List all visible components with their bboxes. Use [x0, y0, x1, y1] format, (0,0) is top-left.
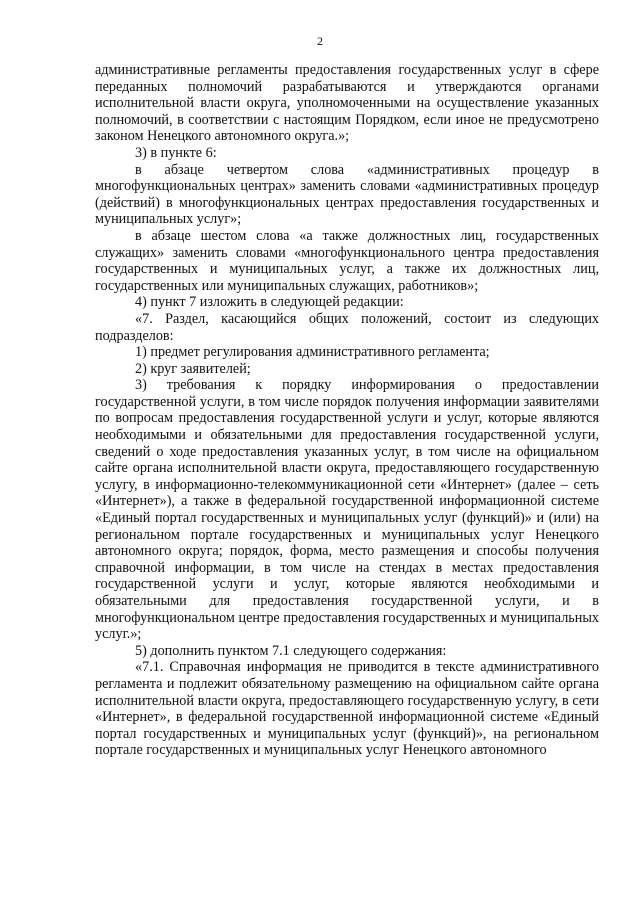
- paragraph-continuation: административные регламенты предоставления государственных услуг в сфере переданных полномочий разрабатываются и утверждаются органами исполнительной власти округа, уполномоченными на осуществление указанных полномочий, в соответствии с настоящим Порядком, если иное не предусмотрено законом Ненецкого автономного округа.»;: [95, 62, 599, 145]
- paragraph-subsection-3: 3) требования к порядку информирования о предоставлении государственной услуги, в том числе порядок получения информации заявителями по вопросам предоставления государственной услуги и услуг, которые являются необходимыми и обязательными для предоставления государственной услуги, сведений о ходе предоставления указанных услуг, в том числе на официальном сайте органа исполнительной власти округа, предоставляющего государственную услугу, в информационно-телекоммуникационной сети «Интернет» (далее – сеть «Интернет»), а также в федеральной государственной информационной системе «Единый портал государственных и муниципальных услуг (функций)» и (или) на региональном портале государственных и муниципальных услуг Ненецкого автономного округа; порядок, форма, место размещения и способы получения справочной информации, в том числе на стендах в местах предоставления государственной услуги и услуг, которые являются необходимыми и обязательными для предоставления государственной услуги, и в многофункциональном центре предоставления государственных и муниципальных услуг.»;: [95, 377, 599, 643]
- paragraph-subsection-2: 2) круг заявителей;: [135, 360, 251, 377]
- page-number: 2: [317, 34, 323, 48]
- paragraph-item-5: 5) дополнить пунктом 7.1 следующего содержания:: [135, 642, 447, 659]
- paragraph-item-3: 3) в пункте 6:: [135, 144, 217, 161]
- paragraph-subsection-1: 1) предмет регулирования административного регламента;: [135, 344, 490, 361]
- paragraph-abzac-4: в абзаце четвертом слова «административных процедур в многофункциональных центрах» заменить словами «административных процедур (действий) в многофункциональных центрах предоставления государственных и муниципальных услуг»;: [95, 161, 599, 228]
- paragraph-section-7: «7. Раздел, касающийся общих положений, состоит из следующих подразделов:: [95, 310, 599, 344]
- document-body: [95, 62, 599, 759]
- paragraph-section-7-1: «7.1. Справочная информация не приводится в тексте административного регламента и подлежит обязательному размещению на официальном сайте органа исполнительной власти округа, предоставляющего государственную услугу, в сети «Интернет», в федеральной государственной информационной системе «Единый портал государственных и муниципальных услуг (функций)», на региональном портале государственных и муниципальных услуг Ненецкого автономного: [95, 659, 599, 759]
- paragraph-item-4: 4) пункт 7 изложить в следующей редакции:: [135, 294, 404, 311]
- paragraph-abzac-6: в абзаце шестом слова «а также должностных лиц, государственных служащих» заменить словами «многофункционального центра предоставления государственных и муниципальных услуг, а также их должностных лиц, государственных или муниципальных служащих, работников»;: [95, 227, 599, 294]
